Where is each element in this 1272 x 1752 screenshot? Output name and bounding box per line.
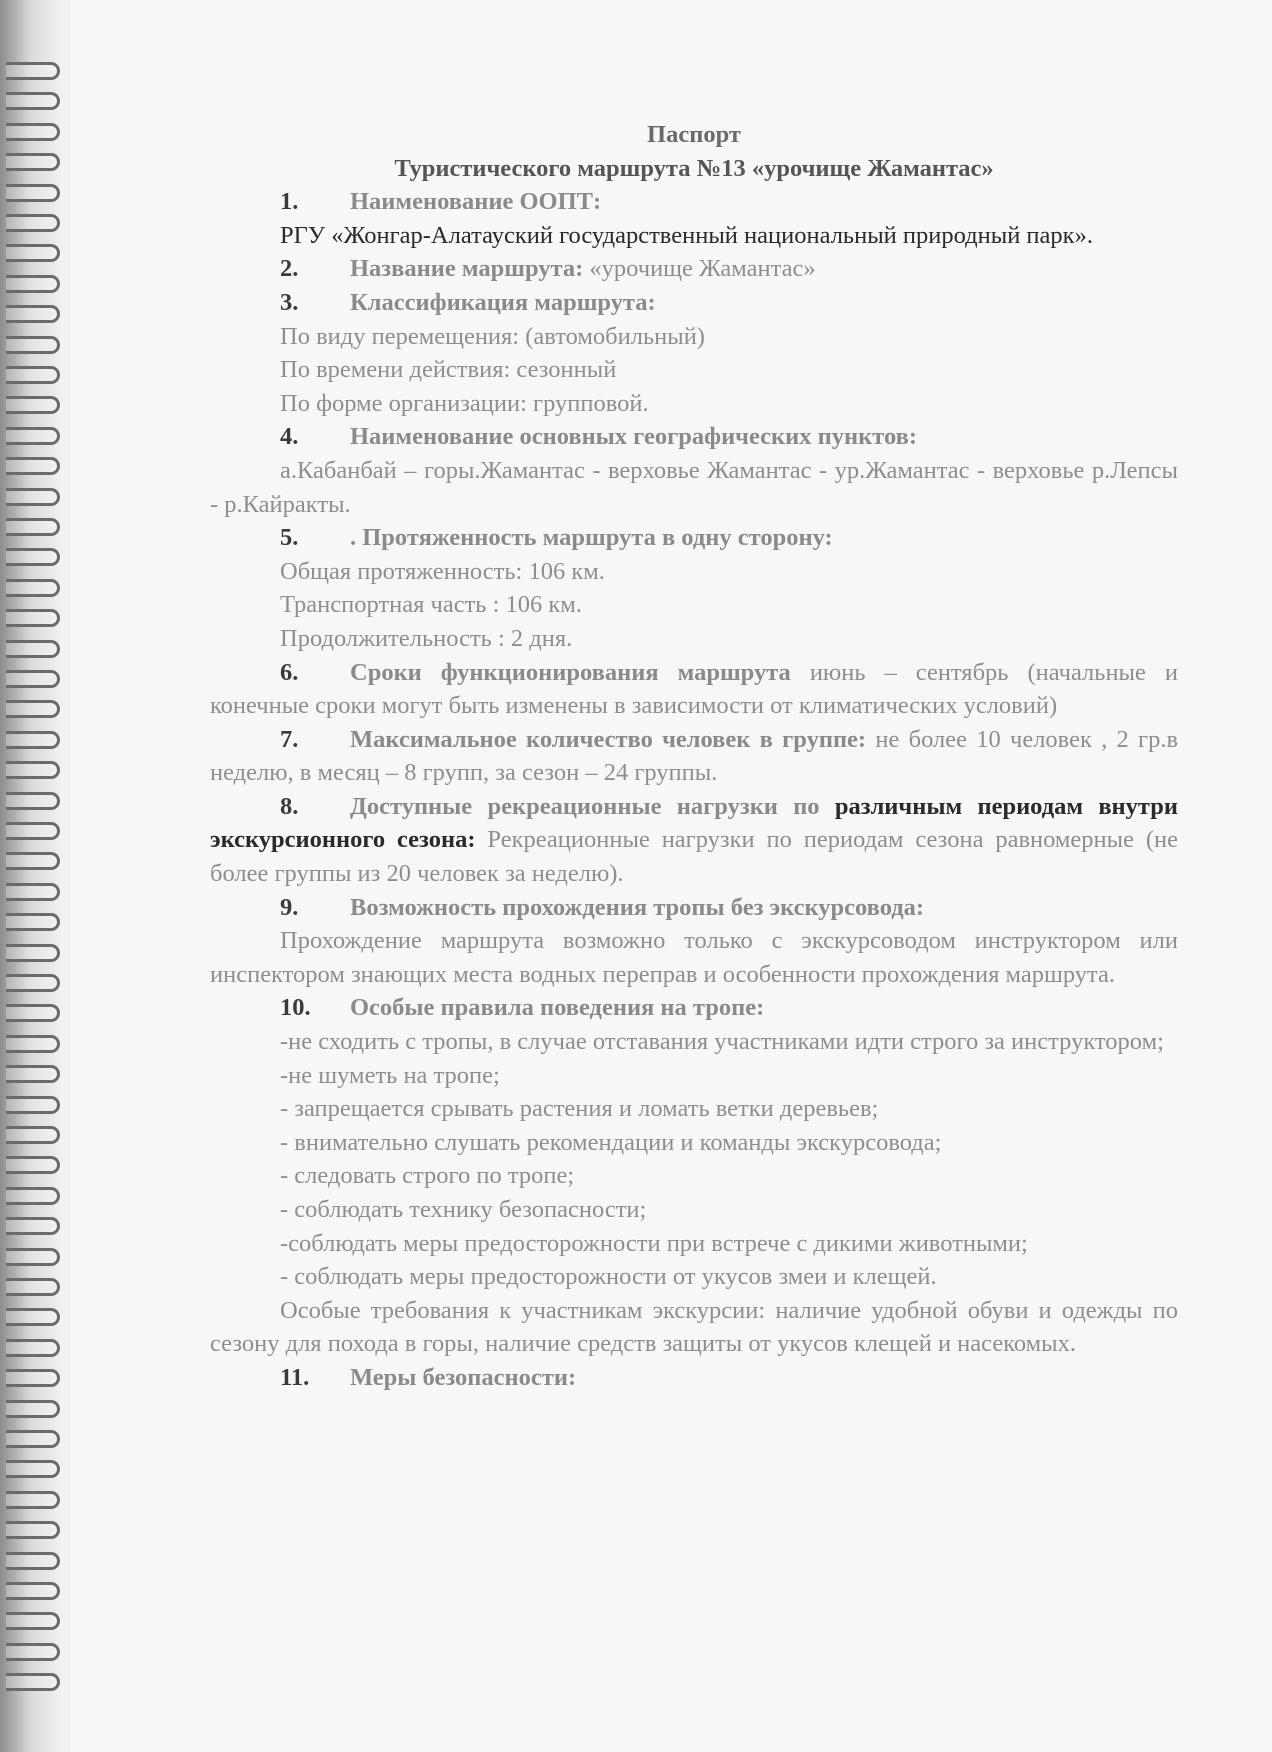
- binding-ring: [6, 1400, 60, 1418]
- section-9-text: Прохождение маршрута возможно только с экскурсоводом инструктором или инспектором знающих места водных переправ и особенности прохождения маршрута.: [210, 927, 1178, 988]
- section-1-text: РГУ «Жонгар-Алатауский государственный национальный природный парк».: [280, 221, 1093, 249]
- binding-ring: [6, 1308, 60, 1326]
- section-10-heading: 10. Особые правила поведения на тропе:: [280, 994, 765, 1022]
- binding-ring: [6, 731, 60, 749]
- section-8: 8. Доступные рекреационные нагрузки по различным периодам внутри экскурсионного сезона: Рекреационные нагрузки по периодам сезона равномерные (не более группы из 20 человек за неделю).: [210, 792, 1178, 888]
- rule-8: - соблюдать меры предосторожности от укусов змеи и клещей.: [280, 1263, 937, 1291]
- rule-5: - следовать строго по тропе;: [280, 1162, 575, 1190]
- binding-ring: [6, 1217, 60, 1235]
- section-4-text: а.Кабанбай – горы.Жамантас - верховье Жамантас - ур.Жамантас - верховье р.Лепсы - р.Кайракты.: [210, 456, 1178, 518]
- binding-ring: [6, 153, 60, 171]
- binding-ring: [6, 548, 60, 566]
- rule-1: -не сходить с тропы, в случае отставания участниками идти строго за инструктором;: [280, 1028, 1164, 1056]
- binding-ring: [6, 1612, 60, 1630]
- binding-ring: [6, 396, 60, 414]
- rule-2: -не шуметь на тропе;: [280, 1061, 500, 1089]
- binding-ring: [6, 1035, 60, 1053]
- binding-ring: [6, 883, 60, 901]
- binding-ring: [6, 1673, 60, 1691]
- binding-ring: [6, 336, 60, 354]
- page-subtitle: Туристического маршрута №13 «урочище Жамантас»: [394, 154, 994, 182]
- section-5-line-3: Продолжительность : 2 дня.: [280, 624, 573, 652]
- binding-ring: [6, 1065, 60, 1083]
- binding-ring: [6, 792, 60, 810]
- rule-4: - внимательно слушать рекомендации и команды экскурсовода;: [280, 1128, 942, 1156]
- binding-ring: [6, 184, 60, 202]
- spiral-binding: [0, 0, 70, 1752]
- binding-ring: [6, 275, 60, 293]
- binding-ring: [6, 1369, 60, 1387]
- rule-6: - соблюдать технику безопасности;: [280, 1196, 647, 1223]
- binding-ring: [6, 1004, 60, 1022]
- binding-ring: [6, 1126, 60, 1144]
- binding-ring: [6, 1582, 60, 1600]
- binding-ring: [6, 123, 60, 141]
- binding-ring: [6, 457, 60, 475]
- binding-ring: [6, 700, 60, 718]
- participant-requirements: Особые требования к участникам экскурсии: наличие удобной обуви и одежды по сезону для похода в горы, наличие средств защиты от укусов клещей и насекомых.: [210, 1296, 1178, 1358]
- binding-ring: [6, 670, 60, 688]
- binding-ring: [6, 640, 60, 658]
- binding-ring: [6, 214, 60, 232]
- binding-ring: [6, 1552, 60, 1570]
- binding-ring: [6, 913, 60, 931]
- section-2-heading: 2. Название маршрута: «урочище Жамантас»: [280, 255, 816, 283]
- section-11-heading: 11. Меры безопасности:: [280, 1363, 577, 1391]
- binding-ring: [6, 1339, 60, 1357]
- binding-ring: [6, 1187, 60, 1205]
- section-4-heading: 4. Наименование основных географических пунктов:: [280, 423, 917, 451]
- binding-ring: [6, 305, 60, 323]
- document-page: [210, 118, 1178, 1395]
- section-3-heading: 3. Классификация маршрута:: [280, 288, 656, 316]
- binding-ring: [6, 1430, 60, 1448]
- binding-ring: [6, 518, 60, 536]
- section-3-line-2: По времени действия: сезонный: [280, 356, 617, 384]
- binding-ring: [6, 852, 60, 870]
- section-3-line-1: По виду перемещения: (автомобильный): [280, 322, 705, 350]
- binding-ring: [6, 1521, 60, 1539]
- binding-ring: [6, 92, 60, 110]
- binding-ring: [6, 609, 60, 627]
- binding-ring: [6, 974, 60, 992]
- section-5-line-2: Транспортная часть : 106 км.: [280, 591, 582, 619]
- rule-7: -соблюдать меры предосторожности при встрече с дикими животными;: [280, 1229, 1028, 1257]
- section-1-heading: 1. Наименование ООПТ:: [280, 188, 602, 216]
- section-5-heading: 5. . Протяженность маршрута в одну сторону:: [280, 524, 833, 552]
- binding-ring: [6, 488, 60, 506]
- binding-ring: [6, 579, 60, 597]
- binding-ring: [6, 1491, 60, 1509]
- binding-ring: [6, 427, 60, 445]
- section-6: 6. Сроки функционирования маршрута июнь – сентябрь (начальные и конечные сроки могут быть изменены в зависимости от климатических условий): [210, 658, 1179, 720]
- binding-ring: [6, 62, 60, 80]
- section-5-line-1: Общая протяженность: 106 км.: [280, 557, 605, 585]
- binding-ring: [6, 761, 60, 779]
- page-title: Паспорт: [647, 121, 741, 148]
- section-9-heading: 9. Возможность прохождения тропы без экскурсовода:: [280, 893, 925, 921]
- binding-ring: [6, 944, 60, 962]
- section-3-line-3: По форме организации: групповой.: [280, 389, 649, 417]
- rule-3: - запрещается срывать растения и ломать ветки деревьев;: [280, 1095, 879, 1123]
- binding-ring: [6, 1156, 60, 1174]
- binding-ring: [6, 244, 60, 262]
- binding-ring: [6, 1643, 60, 1661]
- binding-ring: [6, 1248, 60, 1266]
- binding-ring: [6, 1278, 60, 1296]
- section-7: 7. Максимальное количество человек в группе: не более 10 человек , 2 гр.в неделю, в месяц – 8 групп, за сезон – 24 группы.: [210, 725, 1179, 787]
- binding-ring: [6, 366, 60, 384]
- binding-ring: [6, 1460, 60, 1478]
- binding-ring: [6, 822, 60, 840]
- binding-ring: [6, 1096, 60, 1114]
